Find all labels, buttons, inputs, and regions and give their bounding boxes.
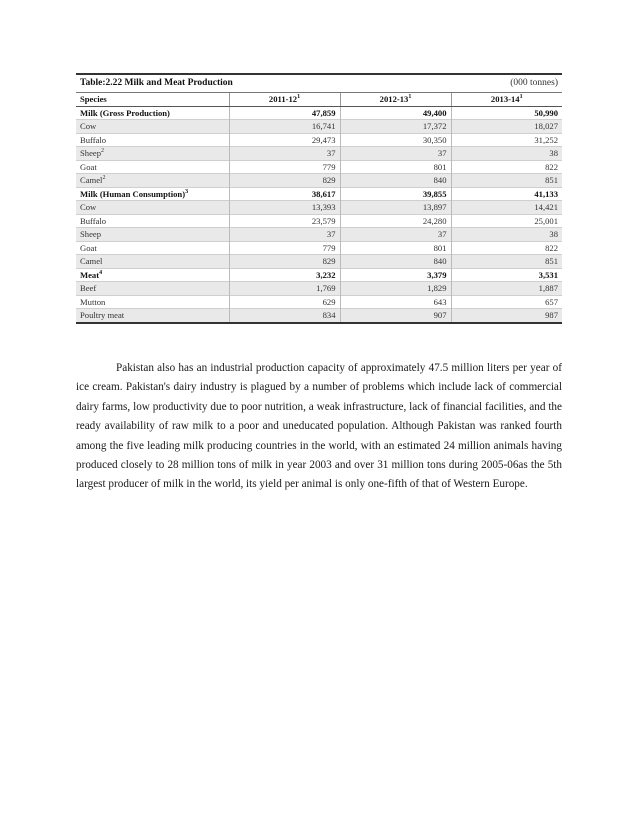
- row-label: Camel$^2$: [76, 174, 229, 188]
- cell-value: 840: [340, 255, 451, 269]
- row-label: Mutton: [76, 295, 229, 309]
- table-row: [76, 147, 562, 161]
- row-label: Beef: [76, 282, 229, 296]
- row-label: Poultry meat: [76, 309, 229, 322]
- header-year: $2012-13^1$: [340, 93, 451, 106]
- row-label: Goat: [76, 241, 229, 255]
- row-label: Goat: [76, 160, 229, 174]
- row-label: Buffalo: [76, 133, 229, 147]
- row-label: Buffalo: [76, 214, 229, 228]
- header-row: [76, 93, 562, 106]
- table-row: [76, 160, 562, 174]
- cell-value: 829: [229, 255, 340, 269]
- cell-value: 38: [451, 147, 562, 161]
- cell-value: 987: [451, 309, 562, 322]
- cell-value: 31,252: [451, 133, 562, 147]
- cell-value: 779: [229, 160, 340, 174]
- table-row: [76, 133, 562, 147]
- table-row: [76, 255, 562, 269]
- table-title: Table:2.22 Milk and Meat Production: [80, 78, 233, 88]
- cell-value: 3,379: [340, 268, 451, 282]
- table-row: [76, 187, 562, 201]
- cell-value: 38,617: [229, 187, 340, 201]
- cell-value: 643: [340, 295, 451, 309]
- table-row: [76, 309, 562, 322]
- cell-value: 907: [340, 309, 451, 322]
- cell-value: 25,001: [451, 214, 562, 228]
- table-row: [76, 214, 562, 228]
- table-row: [76, 174, 562, 188]
- cell-value: 3,531: [451, 268, 562, 282]
- production-table: [76, 73, 562, 324]
- row-label: Meat$^4$: [76, 268, 229, 282]
- cell-value: 1,769: [229, 282, 340, 296]
- row-label: Sheep: [76, 228, 229, 242]
- cell-value: 37: [229, 147, 340, 161]
- cell-value: 39,855: [340, 187, 451, 201]
- cell-value: 23,579: [229, 214, 340, 228]
- cell-value: 657: [451, 295, 562, 309]
- table-row: [76, 106, 562, 120]
- table-row: [76, 201, 562, 215]
- table-title-row: [76, 75, 562, 93]
- cell-value: 13,393: [229, 201, 340, 215]
- cell-value: 1,829: [340, 282, 451, 296]
- cell-value: 37: [340, 147, 451, 161]
- cell-value: 822: [451, 241, 562, 255]
- row-label: Milk (Human Consumption)$^3$: [76, 187, 229, 201]
- header-species: Species: [76, 93, 229, 106]
- row-label: Milk (Gross Production): [76, 106, 229, 120]
- header-year: $2011-12^1$: [229, 93, 340, 106]
- cell-value: 13,897: [340, 201, 451, 215]
- table-unit: (000 tonnes): [510, 78, 558, 88]
- cell-value: 41,133: [451, 187, 562, 201]
- cell-value: 1,887: [451, 282, 562, 296]
- cell-value: 24,280: [340, 214, 451, 228]
- cell-value: 840: [340, 174, 451, 188]
- table-row: [76, 120, 562, 134]
- cell-value: 851: [451, 255, 562, 269]
- cell-value: 18,027: [451, 120, 562, 134]
- table-row: [76, 228, 562, 242]
- cell-value: 38: [451, 228, 562, 242]
- table-row: [76, 282, 562, 296]
- cell-value: 779: [229, 241, 340, 255]
- cell-value: 834: [229, 309, 340, 322]
- cell-value: 49,400: [340, 106, 451, 120]
- body-paragraph: Pakistan also has an industrial production capacity of approximately 47.5 million liters per year of ice cream. Pakistan's dairy industry is plagued by a number of problems which include lack of commercial dairy farms, low productivity due to poor nutrition, a weak infrastructure, lack of financial facilities, and the ready availability of raw milk to a poor and uneducated population. Although Pakistan was ranked fourth among the five leading milk producing countries in the world, with an estimated 24 million animals having produced closely to 28 million tons of milk in year 2003 and over 31 million tons during 2005-06as the 5th largest producer of milk in the world, its yield per animal is only one-fifth of that of Western Europe.: [76, 362, 562, 491]
- cell-value: 47,859: [229, 106, 340, 120]
- cell-value: 822: [451, 160, 562, 174]
- row-label: Sheep$^2$: [76, 147, 229, 161]
- cell-value: 629: [229, 295, 340, 309]
- row-label: Cow: [76, 120, 229, 134]
- cell-value: 37: [229, 228, 340, 242]
- row-label: Cow: [76, 201, 229, 215]
- cell-value: 3,232: [229, 268, 340, 282]
- cell-value: 801: [340, 241, 451, 255]
- header-year: $2013-14^1$: [451, 93, 562, 106]
- cell-value: 801: [340, 160, 451, 174]
- cell-value: 14,421: [451, 201, 562, 215]
- cell-value: 30,350: [340, 133, 451, 147]
- cell-value: 29,473: [229, 133, 340, 147]
- data-table: [76, 93, 562, 322]
- cell-value: 50,990: [451, 106, 562, 120]
- cell-value: 37: [340, 228, 451, 242]
- cell-value: 851: [451, 174, 562, 188]
- table-row: [76, 241, 562, 255]
- table-row: [76, 295, 562, 309]
- cell-value: 17,372: [340, 120, 451, 134]
- cell-value: 16,741: [229, 120, 340, 134]
- cell-value: 829: [229, 174, 340, 188]
- row-label: Camel: [76, 255, 229, 269]
- table-row: [76, 268, 562, 282]
